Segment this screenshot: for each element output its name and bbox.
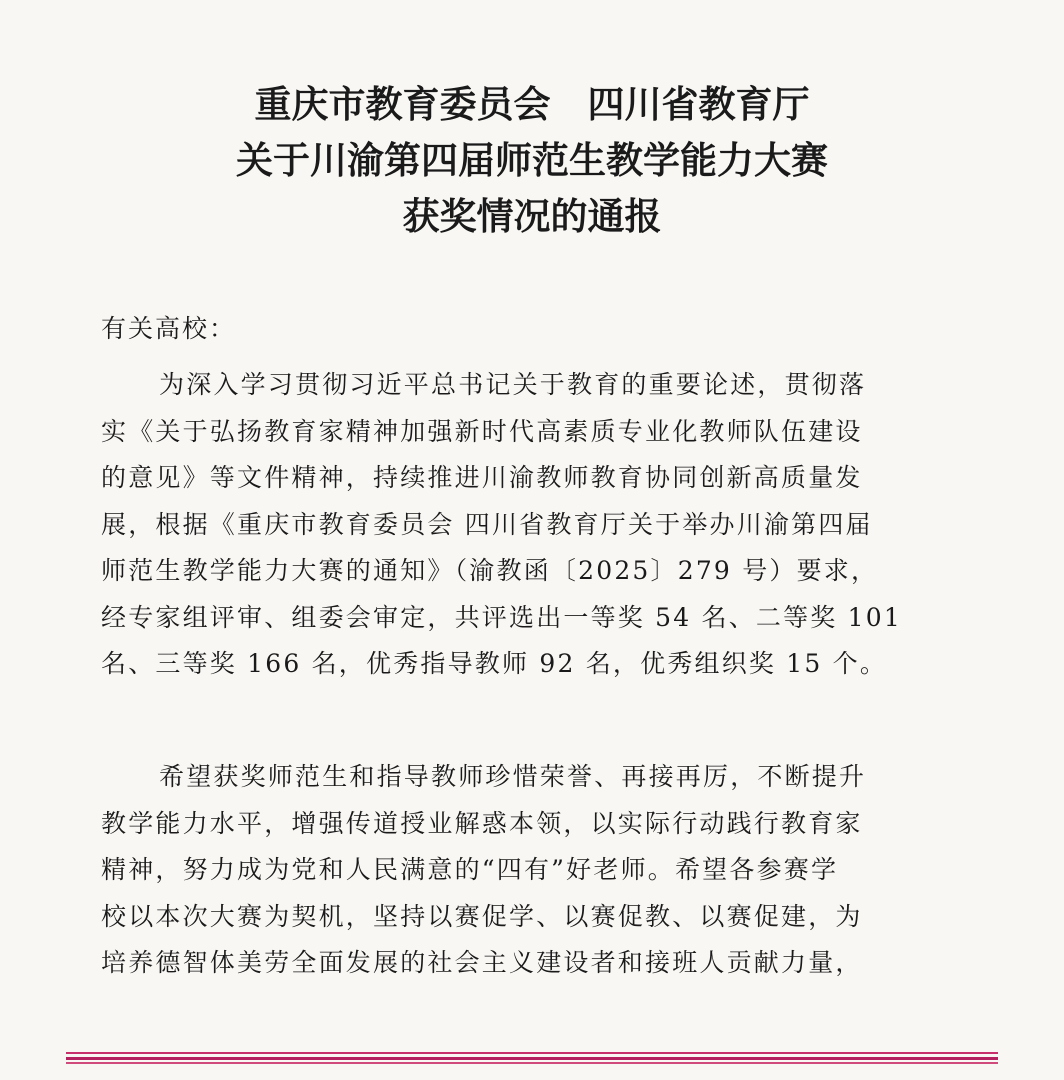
- paragraph-line: 的意见》等文件精神，持续推进川渝教师教育协同创新高质量发: [101, 463, 863, 492]
- salutation: 有关高校：: [101, 314, 237, 343]
- rule-line-middle: [66, 1057, 998, 1060]
- paragraph-line: 经专家组评审、组委会审定，共评选出一等奖 54 名、二等奖 101: [101, 602, 902, 632]
- red-separator-rule: [66, 1052, 998, 1066]
- paragraph-line: 精神，努力成为党和人民满意的“四有”好老师。希望各参赛学: [101, 855, 839, 884]
- title-line-2: 关于川渝第四届师范生教学能力大赛: [236, 138, 828, 182]
- paragraph-line: 培养德智体美劳全面发展的社会主义建设者和接班人贡献力量，: [101, 948, 863, 977]
- paragraph-2: [101, 754, 963, 987]
- paragraph-line: 师范生教学能力大赛的通知》（渝教函〔2025〕279 号）要求，: [101, 556, 879, 585]
- paragraph-line: 实《关于弘扬教育家精神加强新时代高素质专业化教师队伍建设: [101, 416, 863, 446]
- document-title: [0, 76, 1064, 244]
- rule-line-top: [66, 1052, 998, 1054]
- paragraph-1: [101, 362, 963, 688]
- title-line-3: 获奖情况的通报: [402, 194, 662, 238]
- paragraph-line: 教学能力水平，增强传道授业解惑本领，以实际行动践行教育家: [101, 808, 863, 838]
- paragraph-line: 希望获奖师范生和指导教师珍惜荣誉、再接再厉，不断提升: [159, 762, 867, 791]
- paragraph-line: 展，根据《重庆市教育委员会 四川省教育厅关于举办川渝第四届: [101, 509, 873, 539]
- rule-line-bottom: [66, 1062, 998, 1064]
- title-line-1: 重庆市教育委员会 四川省教育厅: [254, 82, 810, 126]
- paragraph-line: 名、三等奖 166 名，优秀指导教师 92 名，优秀组织奖 15 个。: [101, 649, 888, 678]
- paragraph-line: 校以本次大赛为契机，坚持以赛促学、以赛促教、以赛促建，为: [101, 901, 863, 931]
- paragraph-line: 为深入学习贯彻习近平总书记关于教育的重要论述，贯彻落: [159, 370, 867, 399]
